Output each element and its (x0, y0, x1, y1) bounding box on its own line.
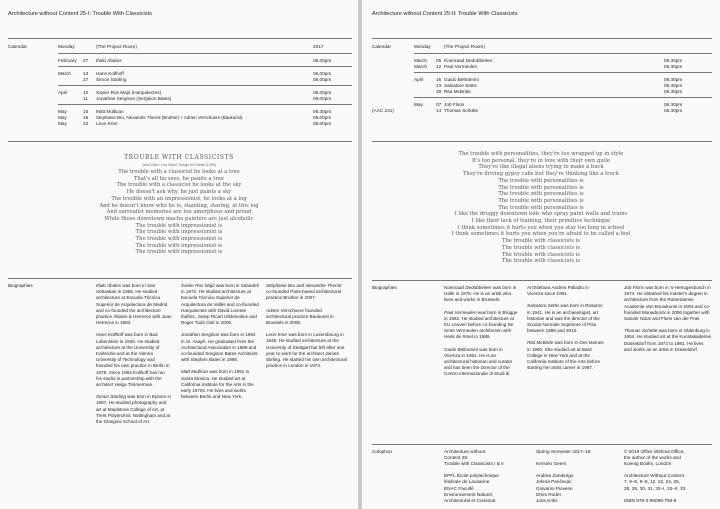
cal-day: 30 (436, 89, 442, 94)
divider (372, 280, 712, 281)
cal-day: 13 (83, 71, 89, 76)
poem-line: While those downtown macho painters are just alcoholic (104, 215, 254, 222)
bio-column-2 (527, 285, 605, 371)
calendar-label: Calendar (8, 44, 28, 49)
poem-line: And he doesn't know who he is, standing, staring, at this log (99, 202, 259, 209)
poem-line: It's too personal, they're in love with their own guile (471, 157, 611, 164)
cal-speaker: Simon Starling (96, 77, 127, 82)
cal-time: 06.30pm (664, 89, 683, 94)
bio-entry: Iñaki Ábalos was born in San Sebastian in 1956. He studied architecture at Escuela Técnica Superior de Arquitectura de Madrid and co-founded the architecture practice Ábalos & Herreros with Juan Herreros in 1984. (96, 283, 172, 326)
calendar-day-heading: Monday (414, 44, 431, 49)
cal-speaker: Salvatore Settis (444, 83, 477, 88)
cal-day: 10 (83, 90, 89, 95)
cal-month: March (58, 71, 72, 76)
cal-time: 06.30pm (664, 77, 683, 82)
cal-day: 22 (83, 121, 89, 126)
cal-time: 06.00pm (313, 90, 332, 95)
cal-speaker: Xavier Ros Majó (Harquitectes) (96, 90, 162, 95)
poem-line: The trouble with impressionist is (135, 229, 223, 236)
cal-month: April (414, 77, 424, 82)
cal-time: 06.00pm (313, 121, 332, 126)
divider (58, 53, 352, 54)
poem-line: I like the druggy downtown kids who spray paint walls and trains (454, 211, 628, 218)
poem-line: The trouble with impressionist is (135, 242, 223, 249)
bio-column-1 (444, 285, 518, 378)
cal-month: May (58, 121, 67, 126)
poem-line: They're driving gypsy cabs but they're thinking like a truck (462, 171, 620, 178)
poem-line: The trouble with personalities is (498, 184, 584, 191)
bio-entry: Koenraad Dedobbeleer was born in Halle in 1975. He is an artist who lives and works in Brussels. (444, 285, 517, 303)
cal-month: March (414, 64, 428, 69)
cal-day: 16 (83, 115, 89, 120)
cal-day: 12 (436, 64, 442, 69)
poem-line: I think sometimes it hurts you when you're afraid to be called a fool (451, 231, 631, 238)
bio-column-1 (96, 283, 172, 431)
divider (8, 141, 352, 142)
poem-credit: John Cale / Lou Reed, Songs for Drella (1990) (142, 163, 216, 167)
cal-time: 06.30pm (664, 83, 683, 88)
bio-entry: Rita McBride was born in Des Moines in 1960. She studied art at Bard College in New York and at the California Institute of the Arts before starting her artist career in 1987. (527, 340, 604, 371)
divider (58, 85, 352, 86)
cal-speaker: Stephanie Bru, Alexandre Theriot (Bruther) + Adrien Verschuere (Baukunst) (96, 115, 243, 120)
bio-entry: Guido Beltramini was born in Vicenza in 1961. He is an architectural historian and curator and has been the Director of the Centro Internazionale di Studi di (444, 346, 513, 377)
bio-entry: Xavier Ros Majó was born in Sabadell in 1972. He studied architecture at Escuela Técnica Superior de Arquitectura de Vallès and co-founded Harquitectes with David Lorente Ibáñez, Josep Ricart Ulldemolins and Roger Tudó Galí in 2000. (181, 283, 259, 326)
poem-line: The trouble with impressionist is (135, 249, 223, 256)
poem-right (362, 151, 720, 265)
cal-month: March (414, 58, 428, 63)
bio-entry: Stéphanie Bru and Alexandre Theriot co-founded Paris-based architectural practice Bruther in 2007. (266, 283, 342, 301)
poem-line: The trouble with classicists is (501, 258, 580, 265)
cal-time: 06.00pm (313, 115, 332, 120)
cal-month: May (58, 115, 67, 120)
divider (8, 278, 352, 279)
divider (372, 444, 712, 445)
cal-speaker: Guido Beltramini (444, 77, 479, 82)
bio-entry: Adrien Verschuere founded architectural practice Baukunst in Brussels in 2008. (266, 307, 334, 326)
colophon-label: Colophon (372, 449, 393, 454)
poem-line: He doesn't ask why, he just paints a sky (126, 189, 232, 196)
cal-month: February (58, 58, 77, 63)
bio-entry: Hans Kollhoff was born in Bad Lobenstein in 1946. He studied architecture at the University of Karlsruhe and at the Vienna University of Technology and founded his own practice in Berlin in 1978. Since 1984 Kollhoff has run his studio in partnership with the architect Helga Timmerman. (96, 332, 170, 388)
cal-time: 06.30pm (664, 58, 683, 63)
calendar-room-heading: (The Project Room) (444, 44, 485, 49)
cal-time: 06.30pm (664, 64, 683, 69)
bio-column-3 (624, 285, 712, 353)
poem-line: I like their lack of training, their primitive technique (471, 218, 611, 225)
divider (414, 97, 712, 98)
cal-day: 05 (436, 58, 442, 63)
divider (372, 141, 712, 142)
poem-line: And surrealist memories are too amorphous and proud (106, 209, 252, 216)
bio-entry: Jonathan Sergison was born in 1964 in St. Asaph. He graduated from the Architectural Association in 1989 and co-founded Sergison Bates Architects with Stephen Bates in 1996. (181, 332, 258, 363)
divider (414, 72, 712, 73)
poem-line: The trouble with classicists is (501, 244, 580, 251)
cal-speaker: Rita McBride (444, 89, 471, 94)
cal-speaker: Thomas Schütte (444, 108, 479, 113)
cal-speaker: Koenraad Dedobbeleer (444, 58, 493, 63)
cal-day: 11 (83, 96, 88, 101)
cal-time: 06.00pm (313, 71, 332, 76)
cal-time: 06.30pm (664, 108, 683, 113)
cal-time: 06.30pm (313, 109, 332, 114)
poem-line: The trouble with impressionist is (135, 236, 223, 243)
divider (372, 38, 712, 39)
colophon-column-1: Architecture without Content 25: Trouble with Classicists I & II EPFL École polytechnique fédérale de Lausanne ENAC Faculté Environnement Naturel, Architectural et Construit (444, 449, 504, 503)
cal-speaker: Jonathan Sergison (Sergison Bates) (96, 96, 172, 101)
cal-day: 23 (436, 83, 442, 88)
right-page (362, 0, 720, 509)
bio-entry: Paul Vermeulen was born in Brugge in 1962. He studied architecture at KU Leuven before co-founding De Smet Vermeulen architecten with Henk de Smet in 1989. (444, 309, 518, 340)
poem-line: The trouble with personalities is (498, 191, 584, 198)
poem-line: The trouble with classicists is (501, 251, 580, 258)
cal-speaker: Iñaki Ábalos (96, 58, 122, 63)
poem-line: The trouble with a classicist he looks at a tree (118, 169, 240, 175)
bio-column-2 (181, 283, 259, 406)
calendar-year: 2017 (313, 44, 324, 49)
cal-month: May (414, 102, 423, 107)
poem-title: TROUBLE WITH CLASSICISTS (124, 154, 234, 161)
calendar-label: Calendar (372, 44, 392, 49)
biographies-label: Biographies (372, 285, 397, 290)
bio-column-3 (266, 283, 348, 375)
bio-entry: Architettura Andrea Palladio in Vicenza since 1991. (527, 285, 589, 297)
poem-line: The trouble with an impressionist, he looks at a log (111, 195, 247, 202)
poem-line: The trouble with personalities, they're too wrapped up in style (458, 151, 624, 157)
poem-line: The trouble with classicists is (501, 238, 580, 245)
calendar-room-note: (AAC 231) (372, 108, 394, 113)
cal-speaker: Job Floris (444, 102, 465, 107)
divider (58, 66, 352, 67)
cal-speaker: Paul Vermeulen (444, 64, 478, 69)
page-header-right: Architecture without Content 25-II: Trouble With Classicists (372, 11, 518, 17)
poem-line: I think sometimes it hurts you when you stay too long in school (457, 224, 625, 231)
calendar-room-heading: (The Project Room) (96, 44, 137, 49)
poem-line: The trouble with impressionist is (135, 222, 223, 229)
cal-day: 27 (83, 58, 89, 63)
cal-time: 06.30pm (664, 102, 683, 107)
colophon-column-2: Spring Semester 2017–18 Kersten Geers Andrea Zanderigo Jelena Pančevac Giovanni Piovene Dries Rodet Joris Kritis (536, 449, 591, 503)
cal-speaker: Leon Krier (96, 121, 118, 126)
cal-speaker: Hans Kollhoff (96, 71, 124, 76)
poem-line: The trouble with a classicist he looks at the sky (116, 182, 242, 189)
bio-entry: Job Floris was born in 's-Hertogenbosch in 1974. He obtained his master's degree in architecture from the Rotterdamse Academie Van Bouwkunst in 2004 and co-founded Monadnock in 2006 together with Sander Naus and Floris van der Poel. (624, 285, 711, 322)
cal-day: 16 (436, 77, 442, 82)
cal-time: 06.00pm (313, 58, 332, 63)
poem-line: The trouble with personalities is (498, 197, 584, 204)
bio-entry: Thomas Schütte was born in Oldenburg in 1954. He studied art at the Kunstakademie Düsseldorf from 1973 to 1981. He lives and works as an artist in Düsseldorf. (624, 328, 712, 352)
bio-entry: Leon Krier was born in Luxembourg in 1946. He studied architecture at the University of Stuttgart but left after one year to work for the architect James Stirling. He started his own architectural practice in London in 1974. (266, 332, 347, 369)
cal-day: 15 (83, 109, 89, 114)
calendar-day-heading: Monday (58, 44, 75, 49)
left-page (0, 0, 358, 509)
bio-entry: Simon Starling was born in Epsom in 1967. He studied photography and art at Maidstone College of Art, at Trent Polytechnic Nottingham and at the Glasgow School of Art. (96, 394, 172, 425)
cal-month: April (58, 90, 68, 95)
cal-day: 14 (436, 108, 442, 113)
divider (414, 53, 712, 54)
colophon-column-3: © 2019 Office Without Office, the author of the works and Koenig Books, London Architecture Without Content 7, 9–8, 9–8, 12, 22, 24, 25, 28, 29, 30, 31, 32–I, 32–II, 33. ISBN 978-3-96098-750-8 (624, 449, 687, 503)
cal-month: May (58, 109, 67, 114)
cal-day: 07 (436, 102, 442, 107)
poem-line: The trouble with personalities is (498, 204, 584, 211)
cal-time: 06.00pm (313, 96, 332, 101)
cal-speaker: Matt Mullican (96, 109, 124, 114)
poem-line: That's all he sees, he paints a tree (134, 175, 224, 182)
biographies-label: Biographies (8, 283, 33, 288)
poem-line: They're like illegal aliens trying to make a buck (478, 164, 604, 171)
poem-left (0, 153, 358, 256)
cal-day: 27 (83, 77, 89, 82)
page-header-left: Architecture without Content 25-I: Trouble With Classicists (8, 11, 152, 17)
poem-line: The trouble with personalities is (498, 177, 584, 184)
cal-time: 06.00pm (313, 77, 332, 82)
divider (58, 104, 352, 105)
bio-entry: Matt Mullican was born in 1951 in Santa Monica. He studied art at California Institute for the Arts in the early 1970s. He lives and works between Berlin and New York. (181, 369, 254, 400)
divider (8, 38, 352, 39)
bio-entry: Salvatore Settis was born in Rosarno in 1941. He is an archaeologist, art historian and was the director of the Scuola Normale Superiore of Pisa between 1999 and 2010. (527, 303, 603, 334)
